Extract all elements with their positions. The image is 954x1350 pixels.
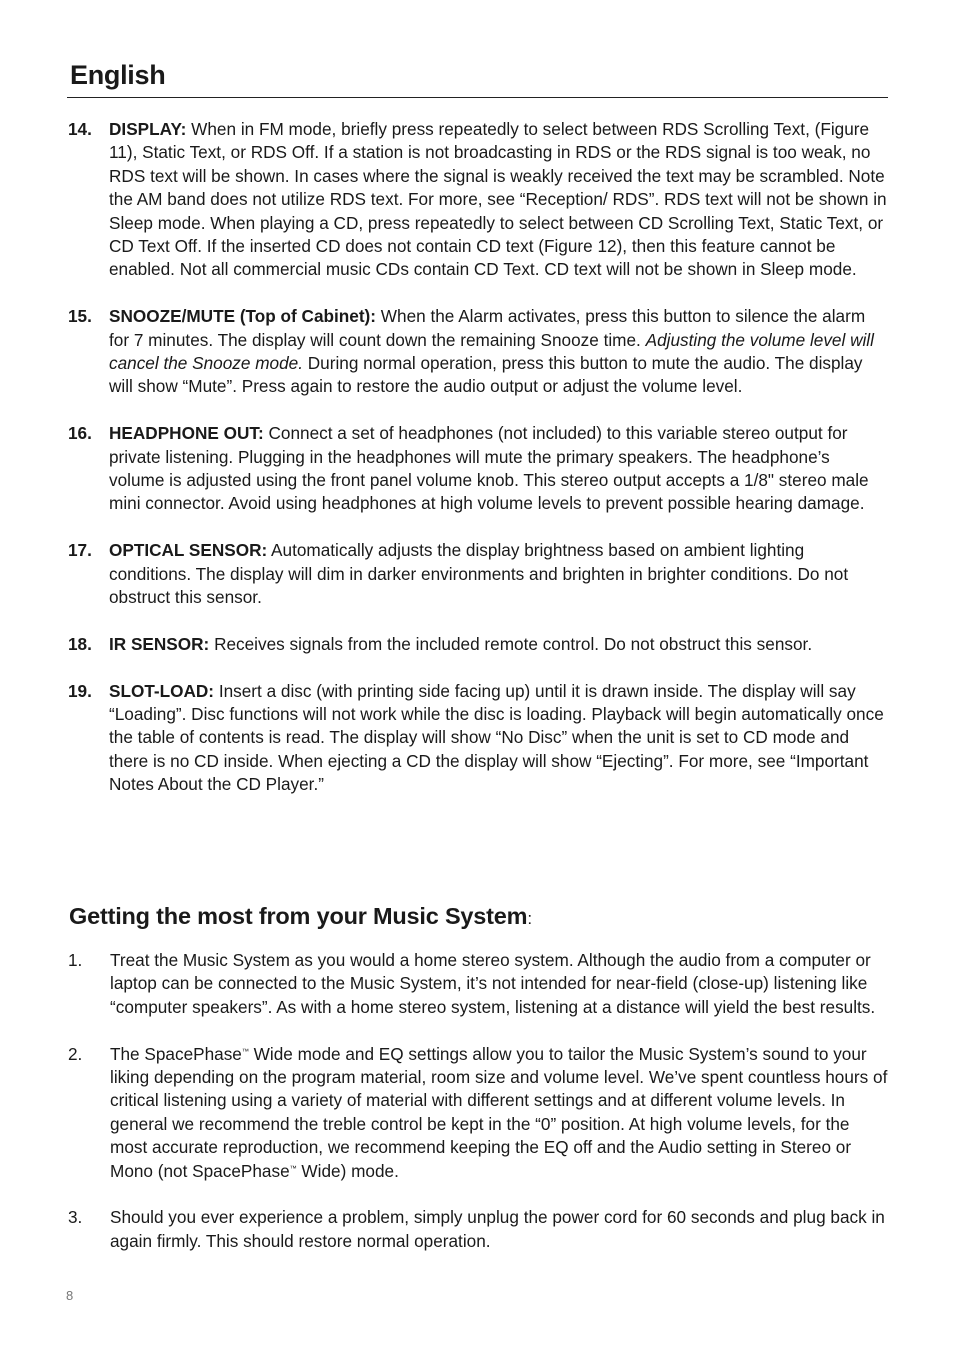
list-item-optical-sensor: [68, 539, 888, 609]
trademark-symbol: ™: [241, 1047, 249, 1055]
tip-text: Should you ever experience a problem, simply unplug the power cord for 60 seconds and plug back in again firmly. This should restore normal operation.: [110, 1207, 885, 1251]
title-divider: [67, 97, 888, 98]
item-number: 14.: [68, 119, 92, 139]
item-italic-note: Adjusting the volume level will cancel the Snooze mode.: [109, 329, 874, 374]
item-number: 17.: [68, 540, 92, 561]
list-item-display: [68, 118, 888, 282]
item-text: Receives signals from the included remote control. Do not obstruct this sensor.: [214, 633, 813, 654]
item-text: Automatically adjusts the display brightness based on ambient lighting conditions. The display will dim in darker environments and brighten in brighter conditions. Do not obstruct this sensor.: [109, 540, 849, 608]
item-text: Insert a disc (with printing side facing up) until it is drawn inside. The display will say “Loading”. Disc functions will not work while the disc is loading. Playback will begin automatically once the table of contents is read. The display will show “No Disc” when the unit is set to CD mode and there is no CD inside. When ejecting a CD the display will show “Ejecting”. For more, see “Important Notes About the CD Player.”: [109, 680, 884, 795]
item-heading: SNOOZE/MUTE (Top of Cabinet):: [109, 306, 377, 327]
tip-item: [68, 1206, 888, 1253]
tip-number: 1.: [68, 950, 83, 970]
tip-text-continued: Wide mode and EQ settings allow you to tailor the Music System’s sound to your liking depending on the program material, room size and volume level. We’ve spent countless hours of critical listening using a variety of material with different settings and at different volume levels. In general we recommend the treble control be kept in the “0” position. At high volume levels, for the most accurate reproduction, we recommend keeping the EQ off and the Audio setting in Stereo or Mono (not SpacePhase: [110, 1043, 888, 1181]
page-title: English: [70, 60, 166, 90]
item-number: 15.: [68, 306, 92, 327]
item-number: 16.: [68, 423, 92, 444]
control-descriptions-list: [68, 118, 888, 820]
item-heading: SLOT-LOAD:: [109, 680, 215, 701]
section-heading: [69, 903, 532, 930]
tip-item: [68, 1043, 888, 1183]
list-item-headphone-out: [68, 422, 888, 516]
item-heading: IR SENSOR:: [109, 633, 210, 654]
item-text: When the Alarm activates, press this button to silence the alarm for 7 minutes. The display will count down the remaining Snooze time.: [109, 306, 866, 350]
item-text: Connect a set of headphones (not included) to this variable stereo output for private listening. Plugging in the headphones will mute the primary speakers. The headphone’s volume is adjusted using the front panel volume knob. This stereo output accepts a 1/8" stereo male mini connector. Avoid using headphones at high volume levels to prevent possible hearing damage.: [109, 423, 869, 514]
list-item-snooze-mute: [68, 305, 888, 399]
tip-number: 3.: [68, 1207, 83, 1228]
item-heading: DISPLAY:: [109, 119, 187, 139]
tip-number: 2.: [68, 1043, 83, 1064]
page-number: 8: [66, 1288, 74, 1303]
tip-text: The SpacePhase: [110, 1043, 242, 1064]
trademark-symbol: ™: [289, 1164, 297, 1172]
tip-text: Treat the Music System as you would a home stereo system. Although the audio from a computer or laptop can be connected to the Music System, it’s not intended for near-field (close-up) listening like “computer speakers”. As with a home stereo system, listening at a distance will yield the best results.: [110, 950, 876, 1017]
tip-text-end: Wide) mode.: [296, 1160, 399, 1181]
item-text: When in FM mode, briefly press repeatedly to select between RDS Scrolling Text, (Figure 11), Static Text, or RDS Off. If a station is not broadcasting in RDS or the RDS signal is too weak, no RDS text will be shown. In cases where the signal is weakly received the text may be scrambled. Note the AM band does not utilize RDS text. For more, see “Reception/ RDS”. RDS text will not be shown in Sleep mode. When playing a CD, press repeatedly to select between CD Scrolling Text, Static Text, or CD Text Off. If the inserted CD does not contain CD text (Figure 12), then this feature cannot be enabled. Not all commercial music CDs contain CD Text. CD text will not be shown in Sleep mode.: [109, 119, 887, 280]
section-heading-text: Getting the most from your Music System: [69, 903, 528, 929]
tip-item: [68, 949, 888, 1019]
item-heading: OPTICAL SENSOR:: [109, 540, 268, 561]
item-number: 19.: [68, 680, 92, 701]
section-heading-colon: :: [527, 909, 532, 928]
tips-list: [68, 949, 888, 1277]
list-item-ir-sensor: [68, 633, 888, 656]
item-text-continued: During normal operation, press this button to mute the audio. The display will show “Mute”. Press again to restore the audio output or adjust the volume level.: [109, 353, 863, 397]
item-heading: HEADPHONE OUT:: [109, 423, 264, 444]
list-item-slot-load: [68, 680, 888, 797]
item-number: 18.: [68, 633, 92, 654]
